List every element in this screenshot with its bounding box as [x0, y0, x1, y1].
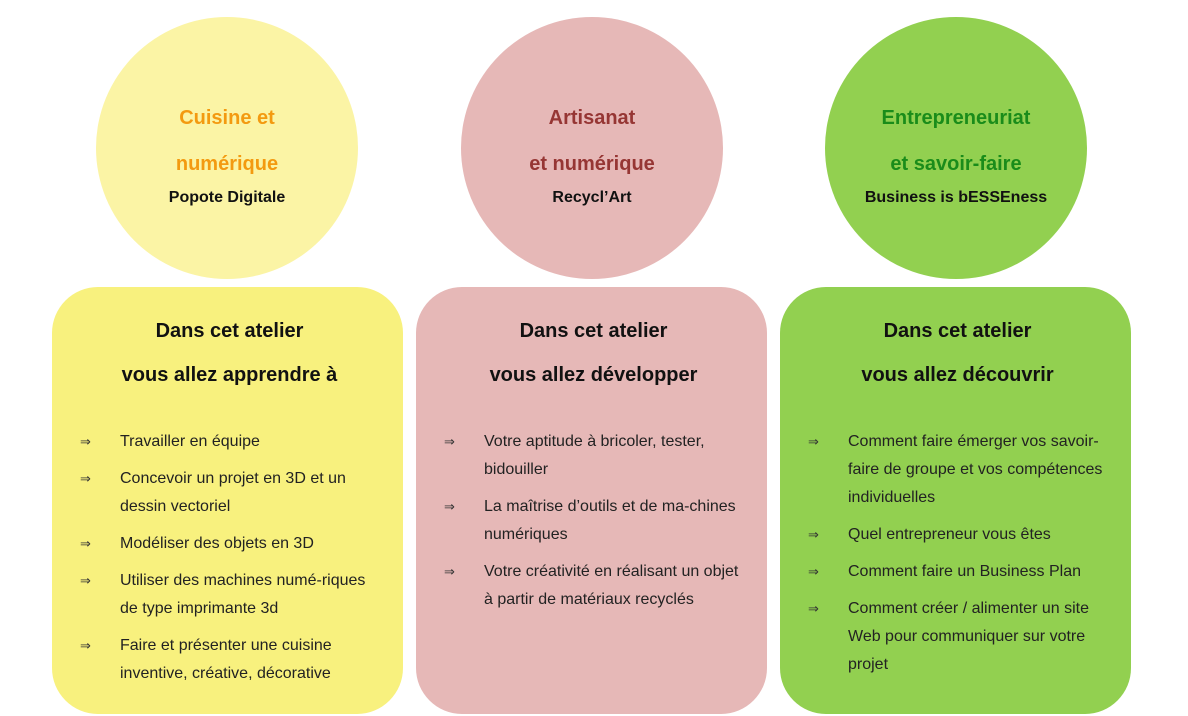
circle-title-line2: et savoir-faire	[890, 153, 1022, 175]
arrow-icon: ⇒	[808, 601, 819, 616]
card-entrepreneuriat	[780, 287, 1131, 714]
list-item	[808, 558, 1107, 586]
arrow-icon: ⇒	[80, 638, 91, 653]
card-heading-line2: vous allez apprendre à	[121, 364, 338, 386]
list-item-text: Concevoir un projet en 3D et un dessin vectoriel	[120, 470, 346, 515]
list-item-text: Utiliser des machines numé-riques de type imprimante 3d	[120, 572, 366, 617]
card-heading-line1: Dans cet atelier	[519, 320, 668, 342]
arrow-icon: ⇒	[808, 564, 819, 579]
list-item	[80, 530, 379, 558]
arrow-icon: ⇒	[80, 573, 91, 588]
arrow-icon: ⇒	[80, 471, 91, 486]
list-item-text: Modéliser des objets en 3D	[120, 535, 314, 552]
list-item	[444, 428, 743, 484]
circle-title-line2: et numérique	[529, 153, 655, 175]
arrow-icon: ⇒	[80, 536, 91, 551]
card-heading-line2: vous allez découvrir	[861, 364, 1054, 386]
arrow-icon: ⇒	[808, 434, 819, 449]
list-item-text: Comment faire émerger vos savoir-faire de groupe et vos compétences individuelles	[848, 433, 1103, 506]
circle-title-line1: Cuisine et	[179, 107, 275, 129]
circle-title-line1: Entrepreneuriat	[881, 107, 1031, 129]
list-item	[80, 632, 379, 688]
card-heading-line2: vous allez développer	[489, 364, 698, 386]
list-item-text: Votre créativité en réalisant un objet à partir de matériaux recyclés	[484, 563, 739, 608]
list-item	[444, 558, 743, 614]
list-item	[808, 521, 1107, 549]
card-list	[444, 428, 743, 614]
card-artisanat	[416, 287, 767, 714]
arrow-icon: ⇒	[80, 434, 91, 449]
card-cuisine	[52, 287, 403, 714]
arrow-icon: ⇒	[444, 434, 455, 449]
card-list	[808, 428, 1107, 679]
list-item-text: Comment créer / alimenter un site Web pour communiquer sur votre projet	[848, 600, 1089, 673]
circle-artisanat	[461, 17, 723, 279]
card-heading-line1: Dans cet atelier	[155, 320, 304, 342]
list-item	[808, 428, 1107, 512]
arrow-icon: ⇒	[444, 499, 455, 514]
card-list	[80, 428, 379, 688]
arrow-icon: ⇒	[808, 527, 819, 542]
circle-cuisine	[96, 17, 358, 279]
list-item-text: Votre aptitude à bricoler, tester, bidouiller	[484, 433, 705, 478]
card-heading-line1: Dans cet atelier	[883, 320, 1032, 342]
list-item-text: La maîtrise d’outils et de ma-chines numériques	[484, 498, 736, 543]
list-item-text: Travailler en équipe	[120, 433, 260, 450]
list-item	[80, 465, 379, 521]
circle-title-line2: numérique	[175, 153, 279, 175]
circle-subtitle: Recycl’Art	[552, 189, 632, 206]
list-item	[444, 493, 743, 549]
circle-subtitle: Business is bESSEness	[864, 189, 1048, 206]
list-item-text: Faire et présenter une cuisine inventive, créative, décorative	[120, 637, 332, 682]
list-item-text: Quel entrepreneur vous êtes	[848, 526, 1051, 543]
arrow-icon: ⇒	[444, 564, 455, 579]
list-item	[80, 428, 379, 456]
circle-entrepreneuriat	[825, 17, 1087, 279]
list-item	[80, 567, 379, 623]
circle-title-line1: Artisanat	[548, 107, 636, 129]
circle-subtitle: Popote Digitale	[168, 189, 286, 206]
list-item-text: Comment faire un Business Plan	[848, 563, 1081, 580]
list-item	[808, 595, 1107, 679]
